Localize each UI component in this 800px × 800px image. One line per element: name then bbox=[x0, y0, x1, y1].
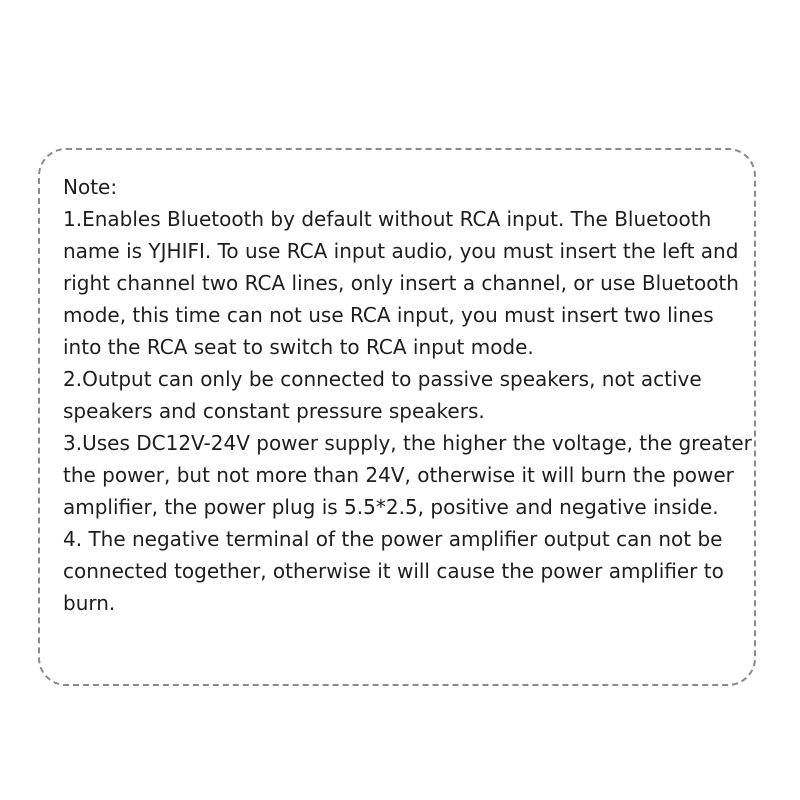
note-content bbox=[63, 171, 753, 619]
note-item-1: 1.Enables Bluetooth by default without RCA input. The Bluetooth name is YJHIFI. To use RCA input audio, you must insert the left and right channel two RCA lines, only insert a channel, or use Bluetooth mode, this time can not use RCA input, you must insert two lines into the RCA seat to switch to RCA input mode. bbox=[63, 207, 739, 359]
note-item-3: 3.Uses DC12V-24V power supply, the higher the voltage, the greater the power, but not more than 24V, otherwise it will burn the power amplifier, the power plug is 5.5*2.5, positive and negative inside. bbox=[63, 431, 752, 519]
note-item-4: 4. The negative terminal of the power amplifier output can not be connected together, otherwise it will cause the power amplifier to burn. bbox=[63, 527, 724, 615]
note-item-2: 2.Output can only be connected to passive speakers, not active speakers and constant pressure speakers. bbox=[63, 367, 702, 423]
note-title: Note: bbox=[63, 175, 118, 199]
